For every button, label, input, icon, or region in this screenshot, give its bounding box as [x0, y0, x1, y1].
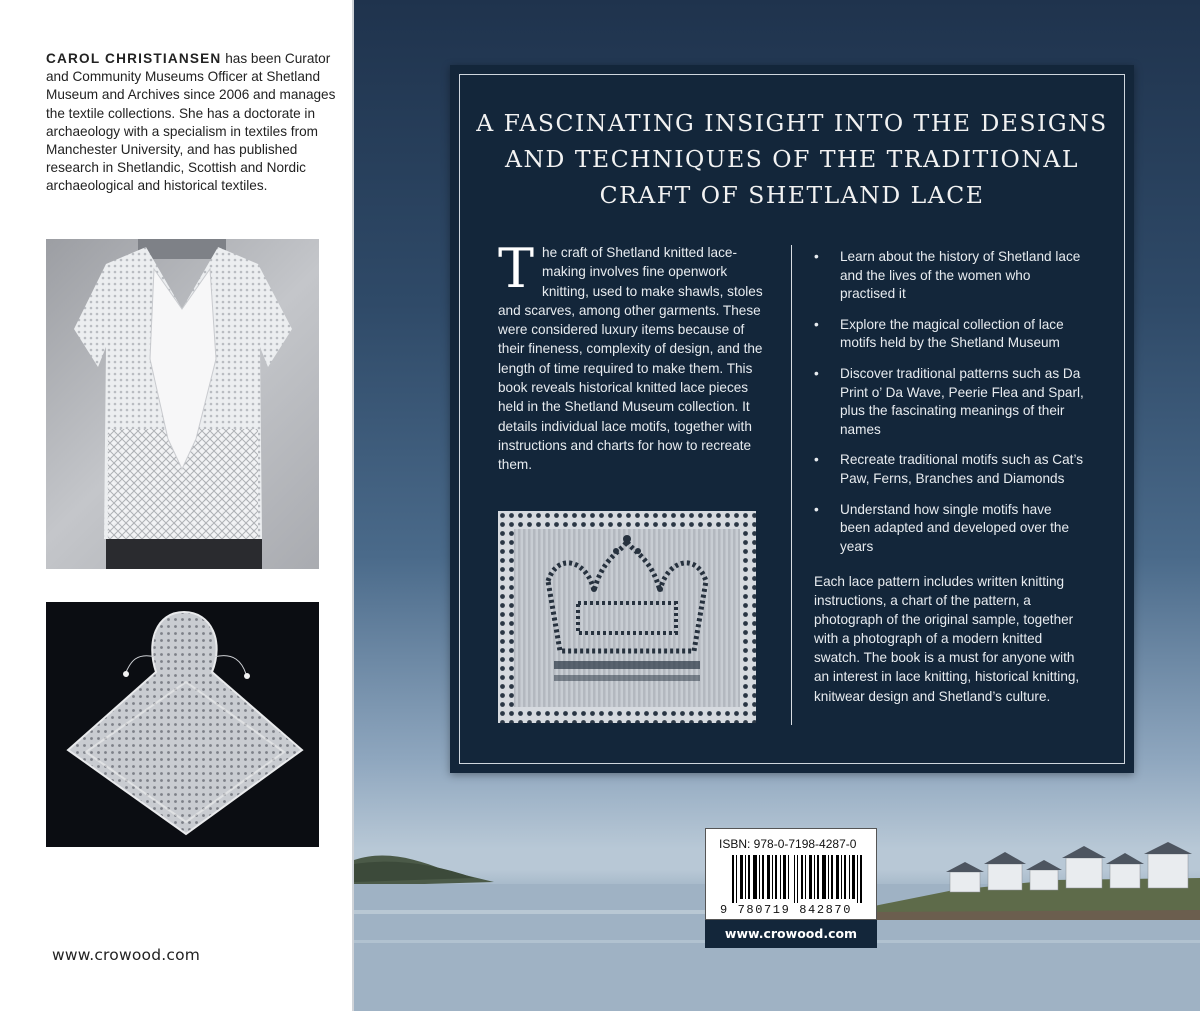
- author-bio: [46, 50, 336, 196]
- blurb-panel: [450, 65, 1134, 773]
- lace-hood-illustration: [46, 602, 319, 847]
- feature-bullet-list: [814, 248, 1084, 568]
- list-item: • Learn about the history of Shetland lace and the lives of the women who practised it: [814, 248, 1084, 304]
- crown-lace-illustration: [498, 511, 756, 723]
- list-item: • Explore the magical collection of lace motifs held by the Shetland Museum: [814, 316, 1084, 353]
- intro-text: he craft of Shetland knitted lace-making involves fine openwork knitting, used to make shawls, stoles and scarves, among other garments. These were considered luxury items because of their fineness, complexity of design, and the length of time required to make them. This book reveals historical knitted lace pieces held in the Shetland Museum collection. It details individual lace motifs, together with instructions and charts for how to recreate them.: [498, 245, 763, 473]
- front-flap: [0, 0, 352, 1011]
- isbn-text: ISBN: 978-0-7198-4287-0: [719, 837, 857, 851]
- drop-cap: T: [498, 237, 535, 300]
- headline: [450, 105, 1134, 213]
- closing-paragraph: Each lace pattern includes written knitting instructions, a chart of the pattern, a photograph of the original sample, together with a photograph of a modern knitted swatch. The book is a must for anyone with an interest in lace knitting, historical knitting, knitwear design and Shetland’s culture.: [814, 574, 1080, 704]
- flap-website[interactable]: www.crowood.com: [52, 946, 201, 964]
- barcode-icon: [732, 855, 862, 903]
- lace-blouse-photo: [46, 239, 319, 569]
- barcode-website[interactable]: www.crowood.com: [705, 920, 877, 948]
- column-divider: [791, 245, 792, 725]
- headline-line-2: AND TECHNIQUES OF THE TRADITIONAL: [505, 145, 1079, 173]
- lace-swatch-photo: [498, 511, 756, 723]
- list-item: • Recreate traditional motifs such as Cat’s Paw, Ferns, Branches and Diamonds: [814, 451, 1084, 488]
- lace-blouse-illustration: [46, 239, 319, 569]
- headline-line-3: CRAFT OF SHETLAND LACE: [599, 181, 985, 209]
- back-cover: [354, 0, 1200, 1011]
- barcode-digits: 9 780719 842870: [720, 903, 853, 917]
- barcode-label: [705, 828, 877, 920]
- headline-line-1: A FASCINATING INSIGHT INTO THE DESIGNS: [476, 109, 1108, 137]
- list-item: • Discover traditional patterns such as Da Print o’ Da Wave, Peerie Flea and Sparl, plus the fascinating meanings of their names: [814, 365, 1084, 439]
- intro-paragraph: [498, 237, 770, 475]
- barcode-block: [705, 828, 877, 948]
- author-bio-text: has been Curator and Community Museums Officer at Shetland Museum and Archives since 2006 and manages the textile collections. She has a doctorate in archaeology with a specialism in textiles from Manchester University, and has published research in Shetlandic, Scottish and Nordic archaeological and historical textiles.: [46, 51, 336, 194]
- author-name: CAROL CHRISTIANSEN: [46, 51, 222, 66]
- list-item: • Understand how single motifs have been adapted and developed over the years: [814, 501, 1084, 557]
- lace-hood-photo: [46, 602, 319, 847]
